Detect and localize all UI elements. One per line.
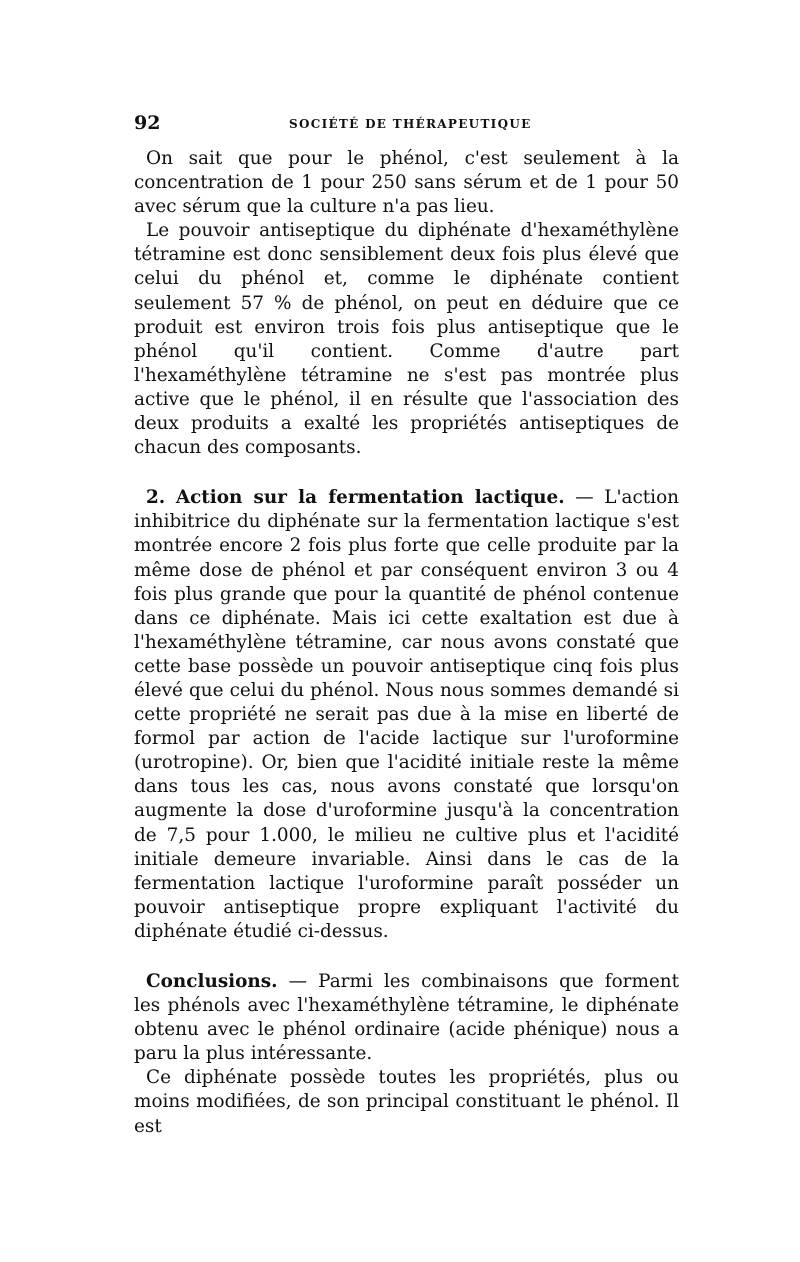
page-header [134, 112, 679, 134]
conclusions-text: — Parmi les combinaisons que forment les phénols avec l'hexaméthylène tétramine, le diphénate obtenu avec le phénol ordinaire (acide phénique) nous a paru la plus intéressante. [134, 971, 679, 1065]
section-text: — L'action inhibitrice du diphénate sur la fermentation lactique s'est montrée encore 2 fois plus forte que celle produite par la même dose de phénol et par conséquent environ 3 ou 4 fois plus grande que pour la quantité de phénol contenue dans ce diphénate. Mais ici cette exaltation est due à l'hexaméthylène tétramine, car nous avons constaté que cette base possède un pouvoir antiseptique cinq fois plus élevé que celui du phénol. Nous nous sommes demandé si cette propriété ne serait pas due à la mise en liberté de formol par action de l'acide lactique sur l'uroformine (urotropine). Or, bien que l'acidité initiale reste la même dans tous les cas, nous avons constaté que lorsqu'on augmente la dose d'uroformine jusqu'à la concentration de 7,5 pour 1.000, le milieu ne cultive plus et l'acidité initiale demeure invariable. Ainsi dans le cas de la fermentation lactique l'uroformine paraît posséder un pouvoir antiseptique propre expliquant l'activité du diphénate étudié ci-dessus. [134, 487, 679, 942]
section-spacer [134, 944, 679, 970]
section-title: Action sur la fermentation lactique. [175, 487, 565, 509]
paragraph-phenol-concentration: On sait que pour le phénol, c'est seulement à la concentration de 1 pour 250 sans sérum et de 1 pour 50 avec sérum que la culture n'a pas lieu. [134, 148, 679, 218]
section-conclusions [134, 970, 679, 1066]
page-number: 92 [134, 112, 161, 134]
section-number: 2. [146, 487, 166, 509]
paragraph-antiseptic-power: Le pouvoir antiseptique du diphénate d'hexaméthylène tétramine est donc sensiblement deux fois plus élevé que celui du phénol et, comme le diphénate contient seulement 57 % de phénol, on peut en déduire que ce produit est environ trois fois plus antiseptique que le phénol qu'il contient. Comme d'autre part l'hexaméthylène tétramine ne s'est pas montrée plus active que le phénol, il en résulte que l'association des deux produits a exalté les propriétés antiseptiques de chacun des composants. [134, 220, 679, 459]
section-lactic-fermentation [134, 486, 679, 944]
running-title: SOCIÉTÉ DE THÉRAPEUTIQUE [289, 117, 532, 131]
conclusions-title: Conclusions. [146, 971, 278, 992]
body-text [134, 147, 679, 1139]
section-spacer [134, 460, 679, 486]
paragraph-diphenate-properties: Ce diphénate possède toutes les propriétés, plus ou moins modifiées, de son principal constituant le phénol. Il est [134, 1067, 679, 1137]
